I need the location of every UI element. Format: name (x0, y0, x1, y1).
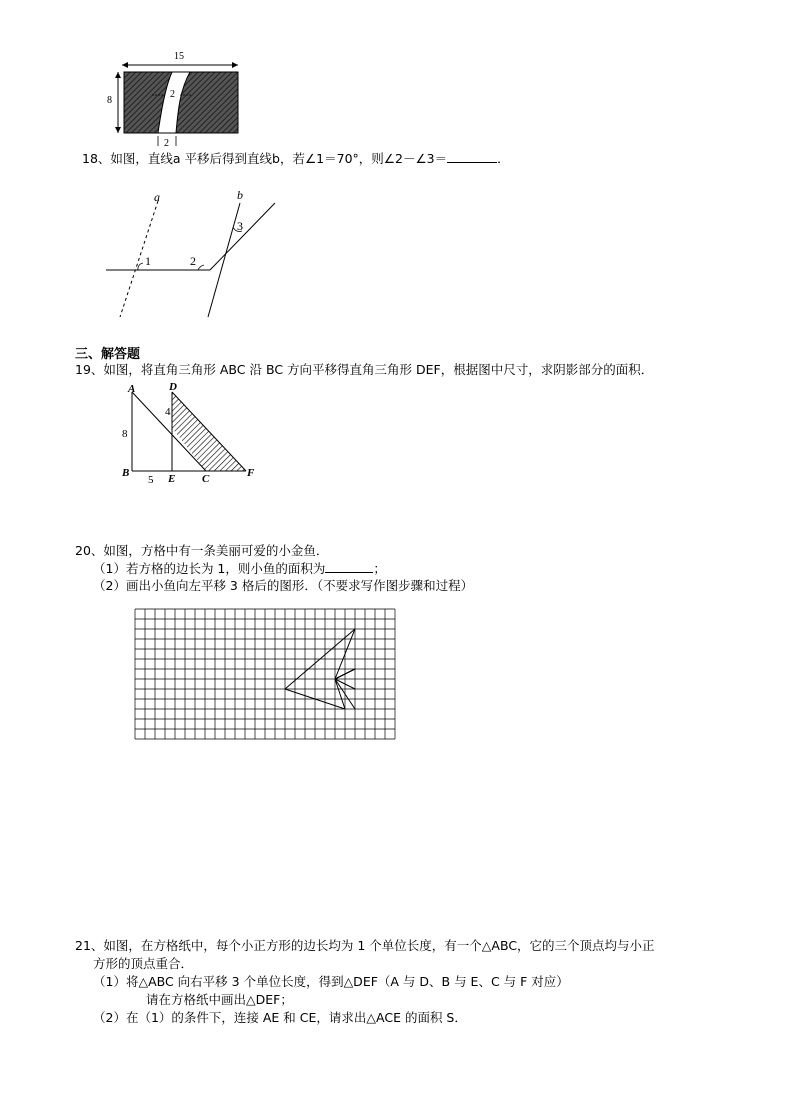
question-21-sub1: （1）将△ABC 向右平移 3 个单位长度，得到△DEF（A 与 D、B 与 E、C 与 F 对应） (93, 974, 569, 989)
question-20-sub2: （2）画出小鱼向左平移 3 格后的图形．（不要求写作图步骤和过程） (93, 578, 474, 593)
answer-blank-fish (325, 572, 373, 573)
road-figure (100, 45, 250, 150)
answer-blank (447, 162, 497, 163)
label-2: 2 (190, 254, 196, 268)
bottom-label: 2 (164, 138, 169, 149)
question-21-sub2: （2）在（1）的条件下，连接 AE 和 CE，请求出△ACE 的面积 S． (93, 1010, 467, 1025)
width-label: 15 (174, 51, 184, 62)
inner-label: 2 (170, 89, 175, 100)
question-20-sub1-text: （1）若方格的边长为 1，则小鱼的面积为 (93, 561, 326, 576)
section-title: 三、解答题 (75, 347, 141, 362)
question-20-text: 20、如图，方格中有一条美丽可爱的小金鱼． (75, 543, 329, 558)
label-a: a (154, 190, 160, 204)
label-b: b (237, 188, 243, 202)
label-F: F (247, 467, 255, 479)
label-5: 5 (148, 474, 154, 486)
question-21-line1: 21、如图，在方格纸中，每个小正方形的边长均为 1 个单位长度，有一个△ABC，它的三个顶点均与小正 (75, 938, 655, 953)
label-C: C (202, 473, 210, 485)
parallel-lines-figure (100, 185, 290, 325)
question-20-sub1-end: ； (373, 561, 386, 576)
triangles-figure (118, 380, 268, 490)
question-19-text: 19、如图，将直角三角形 ABC 沿 BC 方向平移得直角三角形 DEF，根据图中尺寸，求阴影部分的面积． (75, 362, 654, 377)
question-20-sub1 (93, 561, 386, 577)
label-1: 1 (145, 254, 151, 268)
question-18-text: 18、如图，直线a 平移后得到直线b，若∠1＝70°，则∠2－∠3＝ (82, 151, 448, 166)
question-18-end: ． (497, 151, 510, 166)
question-21-sub1b: 请在方格纸中画出△DEF； (146, 992, 293, 1007)
label-E: E (168, 473, 176, 485)
label-D: D (169, 381, 177, 393)
label-B: B (122, 467, 130, 479)
label-8: 8 (122, 428, 128, 440)
label-4: 4 (165, 406, 171, 418)
label-A: A (128, 383, 136, 395)
fish-grid (134, 608, 396, 742)
height-label: 8 (107, 95, 112, 106)
label-3: 3 (237, 219, 243, 233)
question-18 (82, 151, 510, 167)
question-21-line2: 方形的顶点重合． (93, 956, 194, 971)
